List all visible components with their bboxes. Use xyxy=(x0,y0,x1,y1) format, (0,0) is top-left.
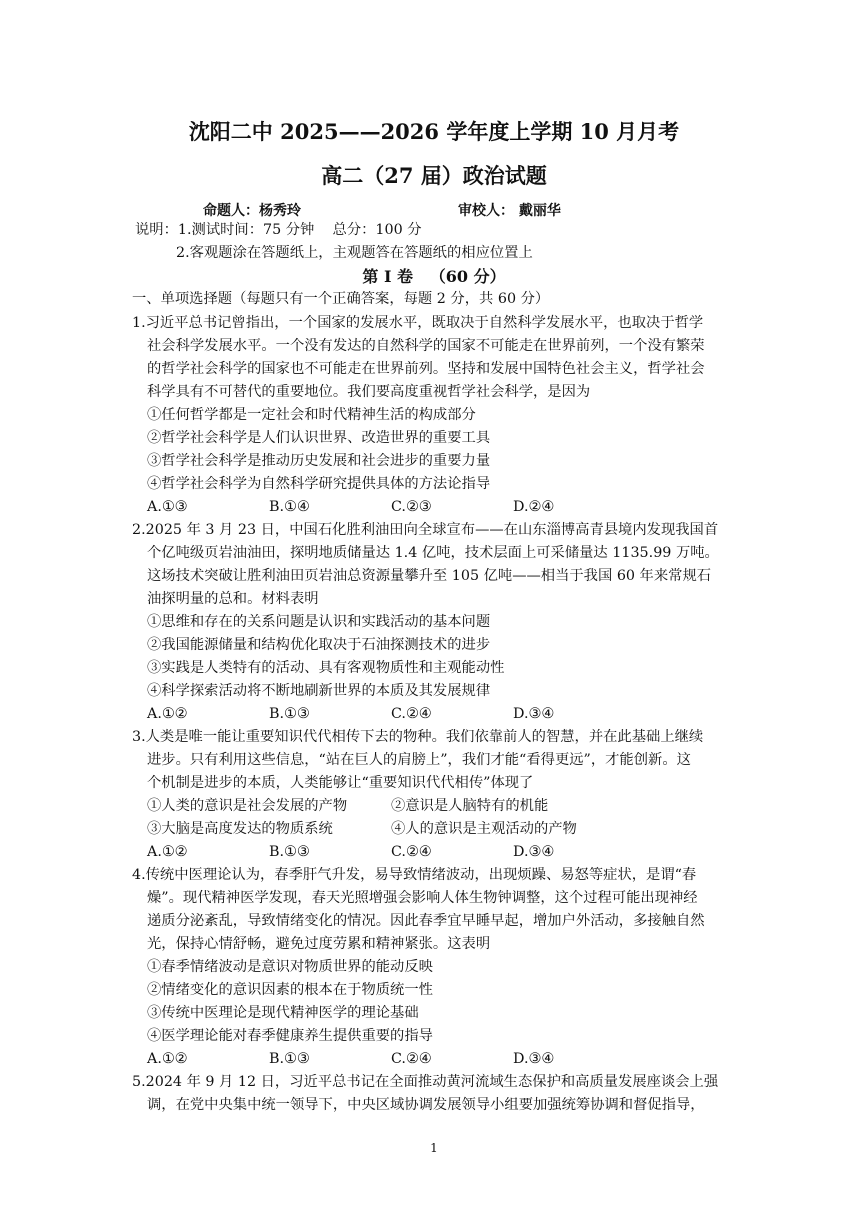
option-b: B.①③ xyxy=(269,1051,310,1067)
statement-item: ③哲学社会科学是推动历史发展和社会进步的重要力量 xyxy=(147,453,491,469)
statement-item: ②哲学社会科学是人们认识世界、改造世界的重要工具 xyxy=(147,430,491,446)
reviewer-name: 审校人： 戴丽华 xyxy=(458,203,561,219)
statement-item: ③传统中医理论是现代精神医学的理论基础 xyxy=(147,1005,419,1021)
option-c: C.②④ xyxy=(391,706,432,722)
question-text: 这场技术突破让胜利油田页岩油总资源量攀升至 105 亿吨——相当于我国 60 年来常规石 xyxy=(147,568,712,584)
notes-line-2: 2.客观题涂在答题纸上，主观题答在答题纸的相应位置上 xyxy=(176,245,533,261)
statement-item: ①春季情绪波动是意识对物质世界的能动反映 xyxy=(147,959,433,975)
section-heading: 第 I 卷 （60 分） xyxy=(362,267,506,286)
option-a: A.①③ xyxy=(147,499,188,515)
statement-item: ②情绪变化的意识因素的根本在于物质统一性 xyxy=(147,982,433,998)
question-text: 燥”。现代精神医学发现，春天光照增强会影响人体生物钟调整，这个过程可能出现神经 xyxy=(147,890,698,906)
question-text: 3.人类是唯一能让重要知识代代相传下去的物种。我们依靠前人的智慧，并在此基础上继续 xyxy=(132,729,704,745)
option-a: A.①② xyxy=(147,706,188,722)
statement-item: ①思维和存在的关系问题是认识和实践活动的基本问题 xyxy=(147,614,491,630)
statement-item: ②我国能源储量和结构优化取决于石油探测技术的进步 xyxy=(147,637,491,653)
exam-title: 沈阳二中 2025——2026 学年度上学期 10 月月考 xyxy=(188,119,680,144)
statement-item: ④哲学社会科学为自然科学研究提供具体的方法论指导 xyxy=(147,476,491,492)
option-d: D.②④ xyxy=(513,499,555,515)
question-text: 4.传统中医理论认为，春季肝气升发，易导致情绪波动，出现烦躁、易怒等症状，是谓“春 xyxy=(132,867,697,883)
option-a: A.①② xyxy=(147,1051,188,1067)
option-c: C.②④ xyxy=(391,844,432,860)
option-b: B.①③ xyxy=(269,706,310,722)
statement-item: ④科学探索活动将不断地刷新世界的本质及其发展规律 xyxy=(147,683,491,699)
option-a: A.①② xyxy=(147,844,188,860)
question-text: 的哲学社会科学的国家也不可能走在世界前列。坚持和发展中国特色社会主义，哲学社会 xyxy=(147,361,705,377)
option-c: C.②③ xyxy=(391,499,432,515)
exam-subtitle: 高二（27 届）政治试题 xyxy=(321,163,547,188)
question-text: 个亿吨级页岩油油田，探明地质储量达 1.4 亿吨，技术层面上可采储量达 1135.99 万吨。 xyxy=(147,545,719,561)
statement-item: ③实践是人类特有的活动、具有客观物质性和主观能动性 xyxy=(147,660,505,676)
statement-item: ①人类的意识是社会发展的产物 xyxy=(147,798,348,814)
option-d: D.③④ xyxy=(513,844,555,860)
option-c: C.②④ xyxy=(391,1051,432,1067)
question-text: 油探明量的总和。材料表明 xyxy=(147,591,319,607)
question-text: 2.2025 年 3 月 23 日，中国石化胜利油田向全球宣布——在山东淄博高青县境内发现我国首 xyxy=(132,522,719,538)
statement-item: ④人的意识是主观活动的产物 xyxy=(391,821,577,837)
notes-line-1: 说明：1.测试时间：75 分钟 总分：100 分 xyxy=(135,222,422,238)
setter-name: 命题人：杨秀玲 xyxy=(203,203,301,219)
statement-item: ②意识是人脑特有的机能 xyxy=(391,798,549,814)
question-text: 递质分泌紊乱，导致情绪变化的情况。因此春季宜早睡早起，增加户外活动，多接触自然 xyxy=(147,913,705,929)
option-b: B.①③ xyxy=(269,844,310,860)
question-text: 个机制是进步的本质，人类能够让“重要知识代代相传”体现了 xyxy=(147,775,534,791)
question-text: 1.习近平总书记曾指出，一个国家的发展水平，既取决于自然科学发展水平，也取决于哲学 xyxy=(132,315,704,331)
option-b: B.①④ xyxy=(269,499,310,515)
question-text: 调，在党中央集中统一领导下，中央区域协调发展领导小组要加强统筹协调和督促指导， xyxy=(147,1097,705,1113)
statement-item: ③大脑是高度发达的物质系统 xyxy=(147,821,333,837)
question-text: 5.2024 年 9 月 12 日，习近平总书记在全面推动黄河流域生态保护和高质量发展座谈会上强 xyxy=(132,1074,719,1090)
question-text: 科学具有不可替代的重要地位。我们要高度重视哲学社会科学，是因为 xyxy=(147,384,591,400)
statement-item: ④医学理论能对春季健康养生提供重要的指导 xyxy=(147,1028,433,1044)
question-text: 社会科学发展水平。一个没有发达的自然科学的国家不可能走在世界前列，一个没有繁荣 xyxy=(147,338,705,354)
option-d: D.③④ xyxy=(513,706,555,722)
question-text: 光，保持心情舒畅，避免过度劳累和精神紧张。这表明 xyxy=(147,936,491,952)
page-number: 1 xyxy=(430,1141,438,1155)
option-d: D.③④ xyxy=(513,1051,555,1067)
part-heading: 一、单项选择题（每题只有一个正确答案，每题 2 分，共 60 分） xyxy=(132,291,550,307)
question-text: 进步。只有利用这些信息，“站在巨人的肩膀上”，我们才能“看得更远”，才能创新。这 xyxy=(147,752,691,768)
statement-item: ①任何哲学都是一定社会和时代精神生活的构成部分 xyxy=(147,407,476,423)
